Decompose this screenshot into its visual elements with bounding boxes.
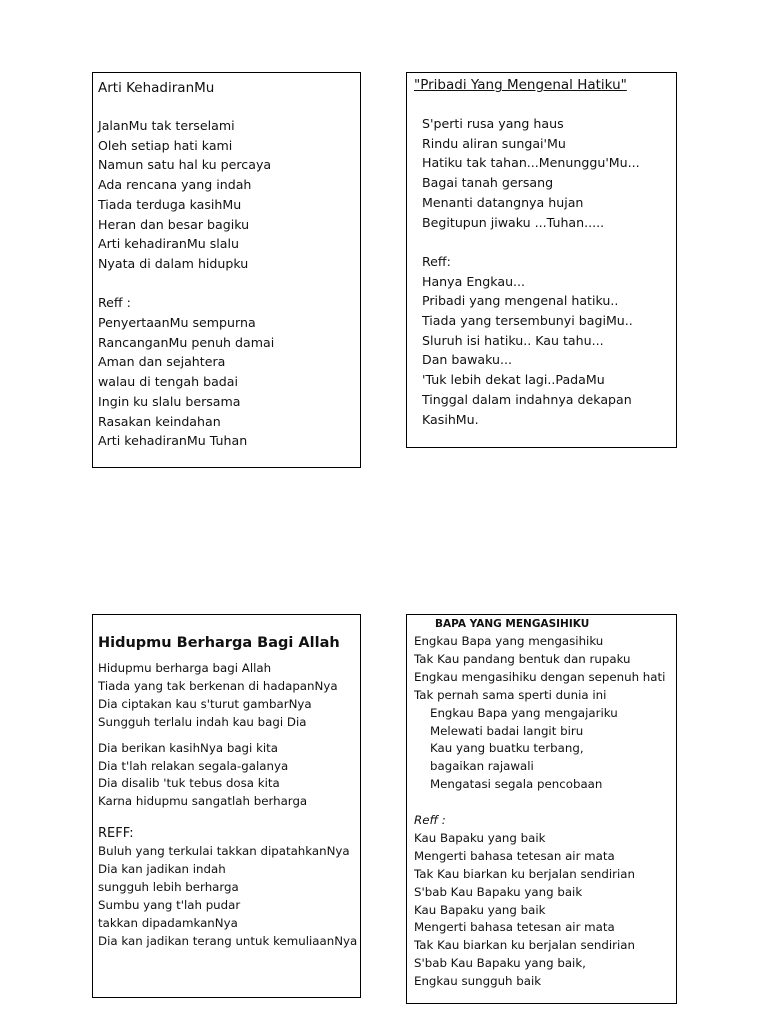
lyric-line: Pribadi yang mengenal hatiku.. (422, 293, 619, 309)
lyric-line: JalanMu tak terselami (98, 118, 235, 133)
lyric-line: takkan dipadamkanNya (98, 915, 238, 930)
lyric-line: S'perti rusa yang haus (422, 116, 564, 131)
lyric-line: Tak Kau biarkan ku berjalan sendirian (414, 866, 635, 881)
lyric-line: Karna hidupmu sangatlah berharga (98, 794, 308, 809)
lyric-line: Aman dan sejahtera (98, 354, 226, 370)
lyric-line: Hatiku tak tahan...Menunggu'Mu... (422, 155, 640, 171)
song-verse (98, 116, 360, 274)
lyric-line: Kau Bapaku yang baik (414, 902, 546, 917)
lyric-line: Tiada terduga kasihMu (98, 196, 242, 212)
song-verse (98, 740, 360, 812)
reff-label: Reff : (98, 295, 131, 311)
lyric-line: bagaikan rajawali (430, 759, 534, 774)
lyric-line: Tinggal dalam indahnya dekapan (422, 391, 632, 407)
lyric-line: Mengerti bahasa tetesan air mata (414, 920, 615, 935)
lyric-line: Hidupmu berharga bagi Allah (98, 661, 272, 675)
lyric-line: PenyertaanMu sempurna (98, 315, 256, 331)
song-title: "Pribadi Yang Mengenal Hatiku" (414, 77, 627, 93)
song-reff (98, 843, 360, 950)
lyric-line: Dia disalib 'tuk tebus dosa kita (98, 776, 280, 791)
lyric-line: Tiada yang tak berkenan di hadapanNya (98, 678, 338, 693)
lyric-line: Dia berikan kasihNya bagi kita (98, 740, 279, 755)
song-reff (98, 313, 360, 451)
lyric-line: Arti kehadiranMu slalu (98, 236, 240, 252)
lyric-line: Mengerti bahasa tetesan air mata (414, 848, 615, 863)
song-card-bapa-yang-mengasihiku (406, 614, 677, 1004)
lyric-line: Dia ciptakan kau s'turut gambarNya (98, 696, 312, 711)
lyric-line: Tiada yang tersembunyi bagiMu.. (422, 313, 633, 329)
lyric-line: Bagai tanah gersang (422, 175, 554, 191)
lyric-line: Melewati badai langit biru (430, 723, 584, 738)
lyric-line: Engkau Bapa yang mengajariku (430, 705, 618, 720)
lyric-line: Begitupun jiwaku ...Tuhan..... (422, 214, 605, 230)
lyric-line: Engkau Bapa yang mengasihiku (414, 634, 604, 648)
song-reff (422, 272, 676, 430)
lyric-line: Buluh yang terkulai takkan dipatahkanNya (98, 844, 350, 859)
song-verse-indented (414, 705, 676, 795)
lyric-line: Sumbu yang t'lah pudar (98, 897, 241, 912)
lyric-line: KasihMu. (422, 411, 479, 427)
lyric-line: Dia kan jadikan terang untuk kemuliaanNya (98, 933, 358, 948)
reff-label: REFF: (98, 826, 134, 842)
lyric-line: Sungguh terlalu indah kau bagi Dia (98, 714, 307, 729)
lyric-line: Kau Bapaku yang baik (414, 830, 546, 845)
lyric-line: Sluruh isi hatiku.. Kau tahu... (422, 332, 604, 348)
lyric-line: Nyata di dalam hidupku (98, 255, 249, 271)
lyric-line: Mengatasi segala pencobaan (430, 777, 603, 792)
lyric-line: S'bab Kau Bapaku yang baik, (414, 956, 586, 971)
lyric-line: RancanganMu penuh damai (98, 334, 275, 350)
song-verse (422, 114, 676, 232)
lyric-line: Dia t'lah relakan segala-galanya (98, 758, 289, 773)
lyric-line: Dan bawaku... (422, 352, 513, 368)
lyric-line: Kau yang buatku terbang, (430, 741, 584, 756)
lyric-line: Oleh setiap hati kami (98, 137, 233, 153)
song-reff (414, 830, 676, 991)
lyric-line: Dia kan jadikan indah (98, 862, 226, 877)
lyric-line: Engkau sungguh baik (414, 974, 542, 989)
lyric-line: S'bab Kau Bapaku yang baik (414, 884, 583, 899)
song-title: Arti KehadiranMu (98, 80, 215, 96)
song-verse (414, 633, 676, 705)
lyric-line: Tak pernah sama sperti dunia ini (414, 687, 607, 702)
song-card-pribadi-yang-mengenal-hatiku (406, 72, 677, 448)
lyric-line: Tak Kau pandang bentuk dan rupaku (414, 651, 631, 666)
lyric-line: sungguh lebih berharga (98, 879, 239, 894)
song-card-arti-kehadiranmu (92, 72, 361, 468)
lyric-line: Ada rencana yang indah (98, 177, 252, 193)
lyric-line: Engkau mengasihiku dengan sepenuh hati (414, 669, 666, 684)
song-card-hidupmu-berharga (92, 614, 361, 998)
song-verse (98, 660, 360, 732)
reff-label: Reff : (414, 813, 446, 828)
lyric-line: Tak Kau biarkan ku berjalan sendirian (414, 938, 635, 953)
lyric-line: walau di tengah badai (98, 374, 239, 390)
song-title: BAPA YANG MENGASIHIKU (435, 618, 590, 630)
lyric-line: Namun satu hal ku percaya (98, 157, 272, 173)
lyric-line: Menanti datangnya hujan (422, 194, 584, 210)
song-title: Hidupmu Berharga Bagi Allah (98, 635, 340, 651)
lyric-line: Heran dan besar bagiku (98, 216, 250, 232)
lyric-line: Hanya Engkau... (422, 273, 526, 289)
lyric-line: Rindu aliran sungai'Mu (422, 135, 566, 151)
lyric-line: Arti kehadiranMu Tuhan (98, 433, 248, 449)
reff-label: Reff: (422, 253, 451, 269)
lyric-line: Ingin ku slalu bersama (98, 393, 241, 409)
lyric-line: 'Tuk lebih dekat lagi..PadaMu (422, 372, 605, 388)
lyric-line: Rasakan keindahan (98, 413, 221, 429)
